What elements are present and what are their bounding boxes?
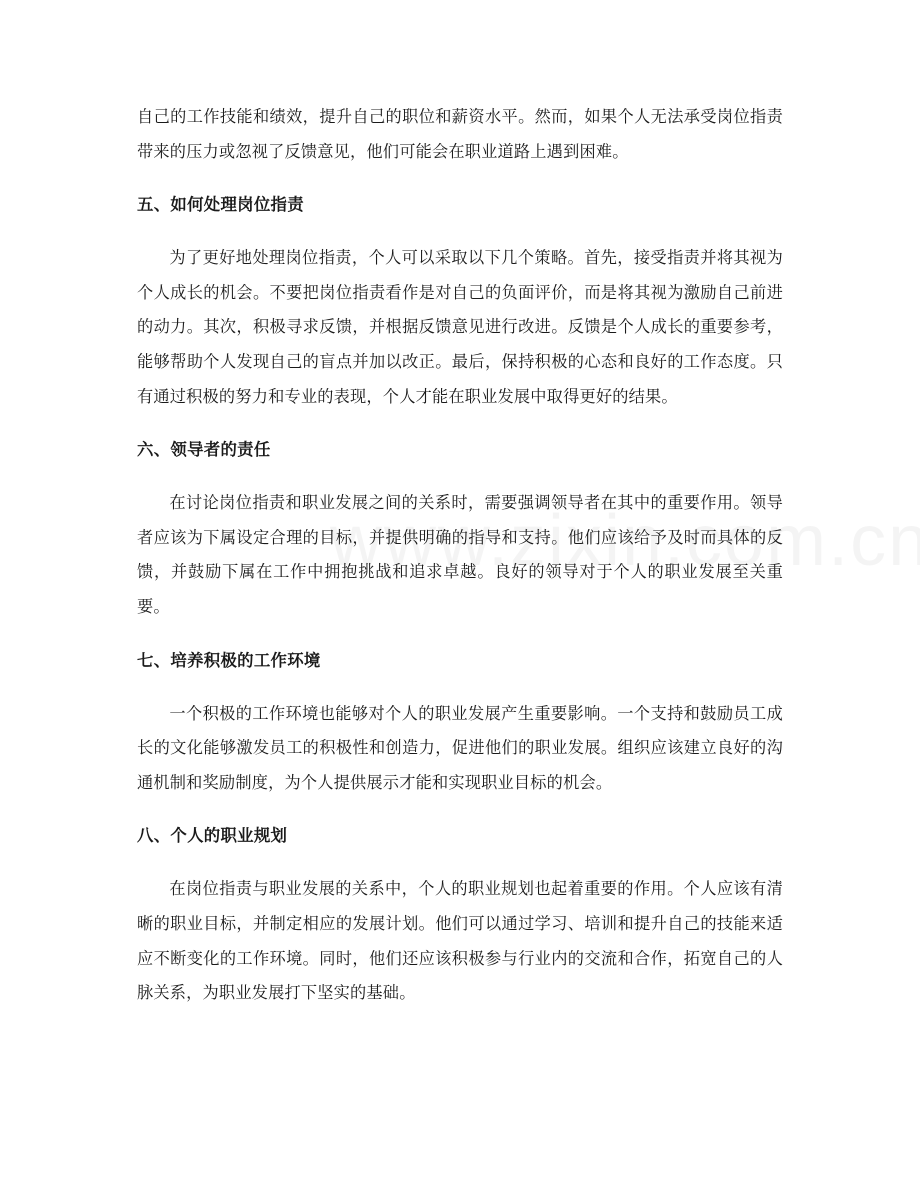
section-body-paragraph: 一个积极的工作环境也能够对个人的职业发展产生重要影响。一个支持和鼓励员工成长的文化能够激发员工的积极性和创造力，促进他们的职业发展。组织应该建立良好的沟通机制和奖励制度，为个人提供展示才能和实现职业目标的机会。 xyxy=(137,703,783,792)
section-heading: 七、培养积极的工作环境 xyxy=(137,650,321,670)
section-7 xyxy=(137,644,783,801)
document-body xyxy=(137,100,783,1011)
section-body-paragraph: 在讨论岗位指责和职业发展之间的关系时，需要强调领导者在其中的重要作用。领导者应该为下属设定合理的目标，并提供明确的指导和支持。他们应该给予及时而具体的反馈，并鼓励下属在工作中拥抱挑战和追求卓越。良好的领导对于个人的职业发展至关重要。 xyxy=(137,493,783,616)
section-6 xyxy=(137,433,783,624)
section-heading: 五、如何处理岗位指责 xyxy=(137,195,304,215)
section-body-paragraph: 在岗位指责与职业发展的关系中，个人的职业规划也起着重要的作用。个人应该有清晰的职业目标，并制定相应的发展计划。他们可以通过学习、培训和提升自己的技能来适应不断变化的工作环境。同时，他们还应该积极参与行业内的交流和合作，拓宽自己的人脉关系，为职业发展打下坚实的基础。 xyxy=(137,879,783,1003)
section-body-paragraph: 为了更好地处理岗位指责，个人可以采取以下几个策略。首先，接受指责并将其视为个人成长的机会。不要把岗位指责看作是对自己的负面评价，而是将其视为激励自己前进的动力。其次，积极寻求反馈，并根据反馈意见进行改进。反馈是个人成长的重要参考，能够帮助个人发现自己的盲点并加以改正。最后，保持积极的心态和良好的工作态度。只有通过积极的努力和专业的表现，个人才能在职业发展中取得更好的结果。 xyxy=(137,248,783,406)
section-5 xyxy=(137,188,783,414)
section-heading: 六、领导者的责任 xyxy=(137,440,271,460)
section-8 xyxy=(137,819,783,1010)
intro-continuation-paragraph: 自己的工作技能和绩效，提升自己的职位和薪资水平。然而，如果个人无法承受岗位指责带来的压力或忽视了反馈意见，他们可能会在职业道路上遇到困难。 xyxy=(137,107,783,161)
section-heading: 八、个人的职业规划 xyxy=(137,826,288,846)
